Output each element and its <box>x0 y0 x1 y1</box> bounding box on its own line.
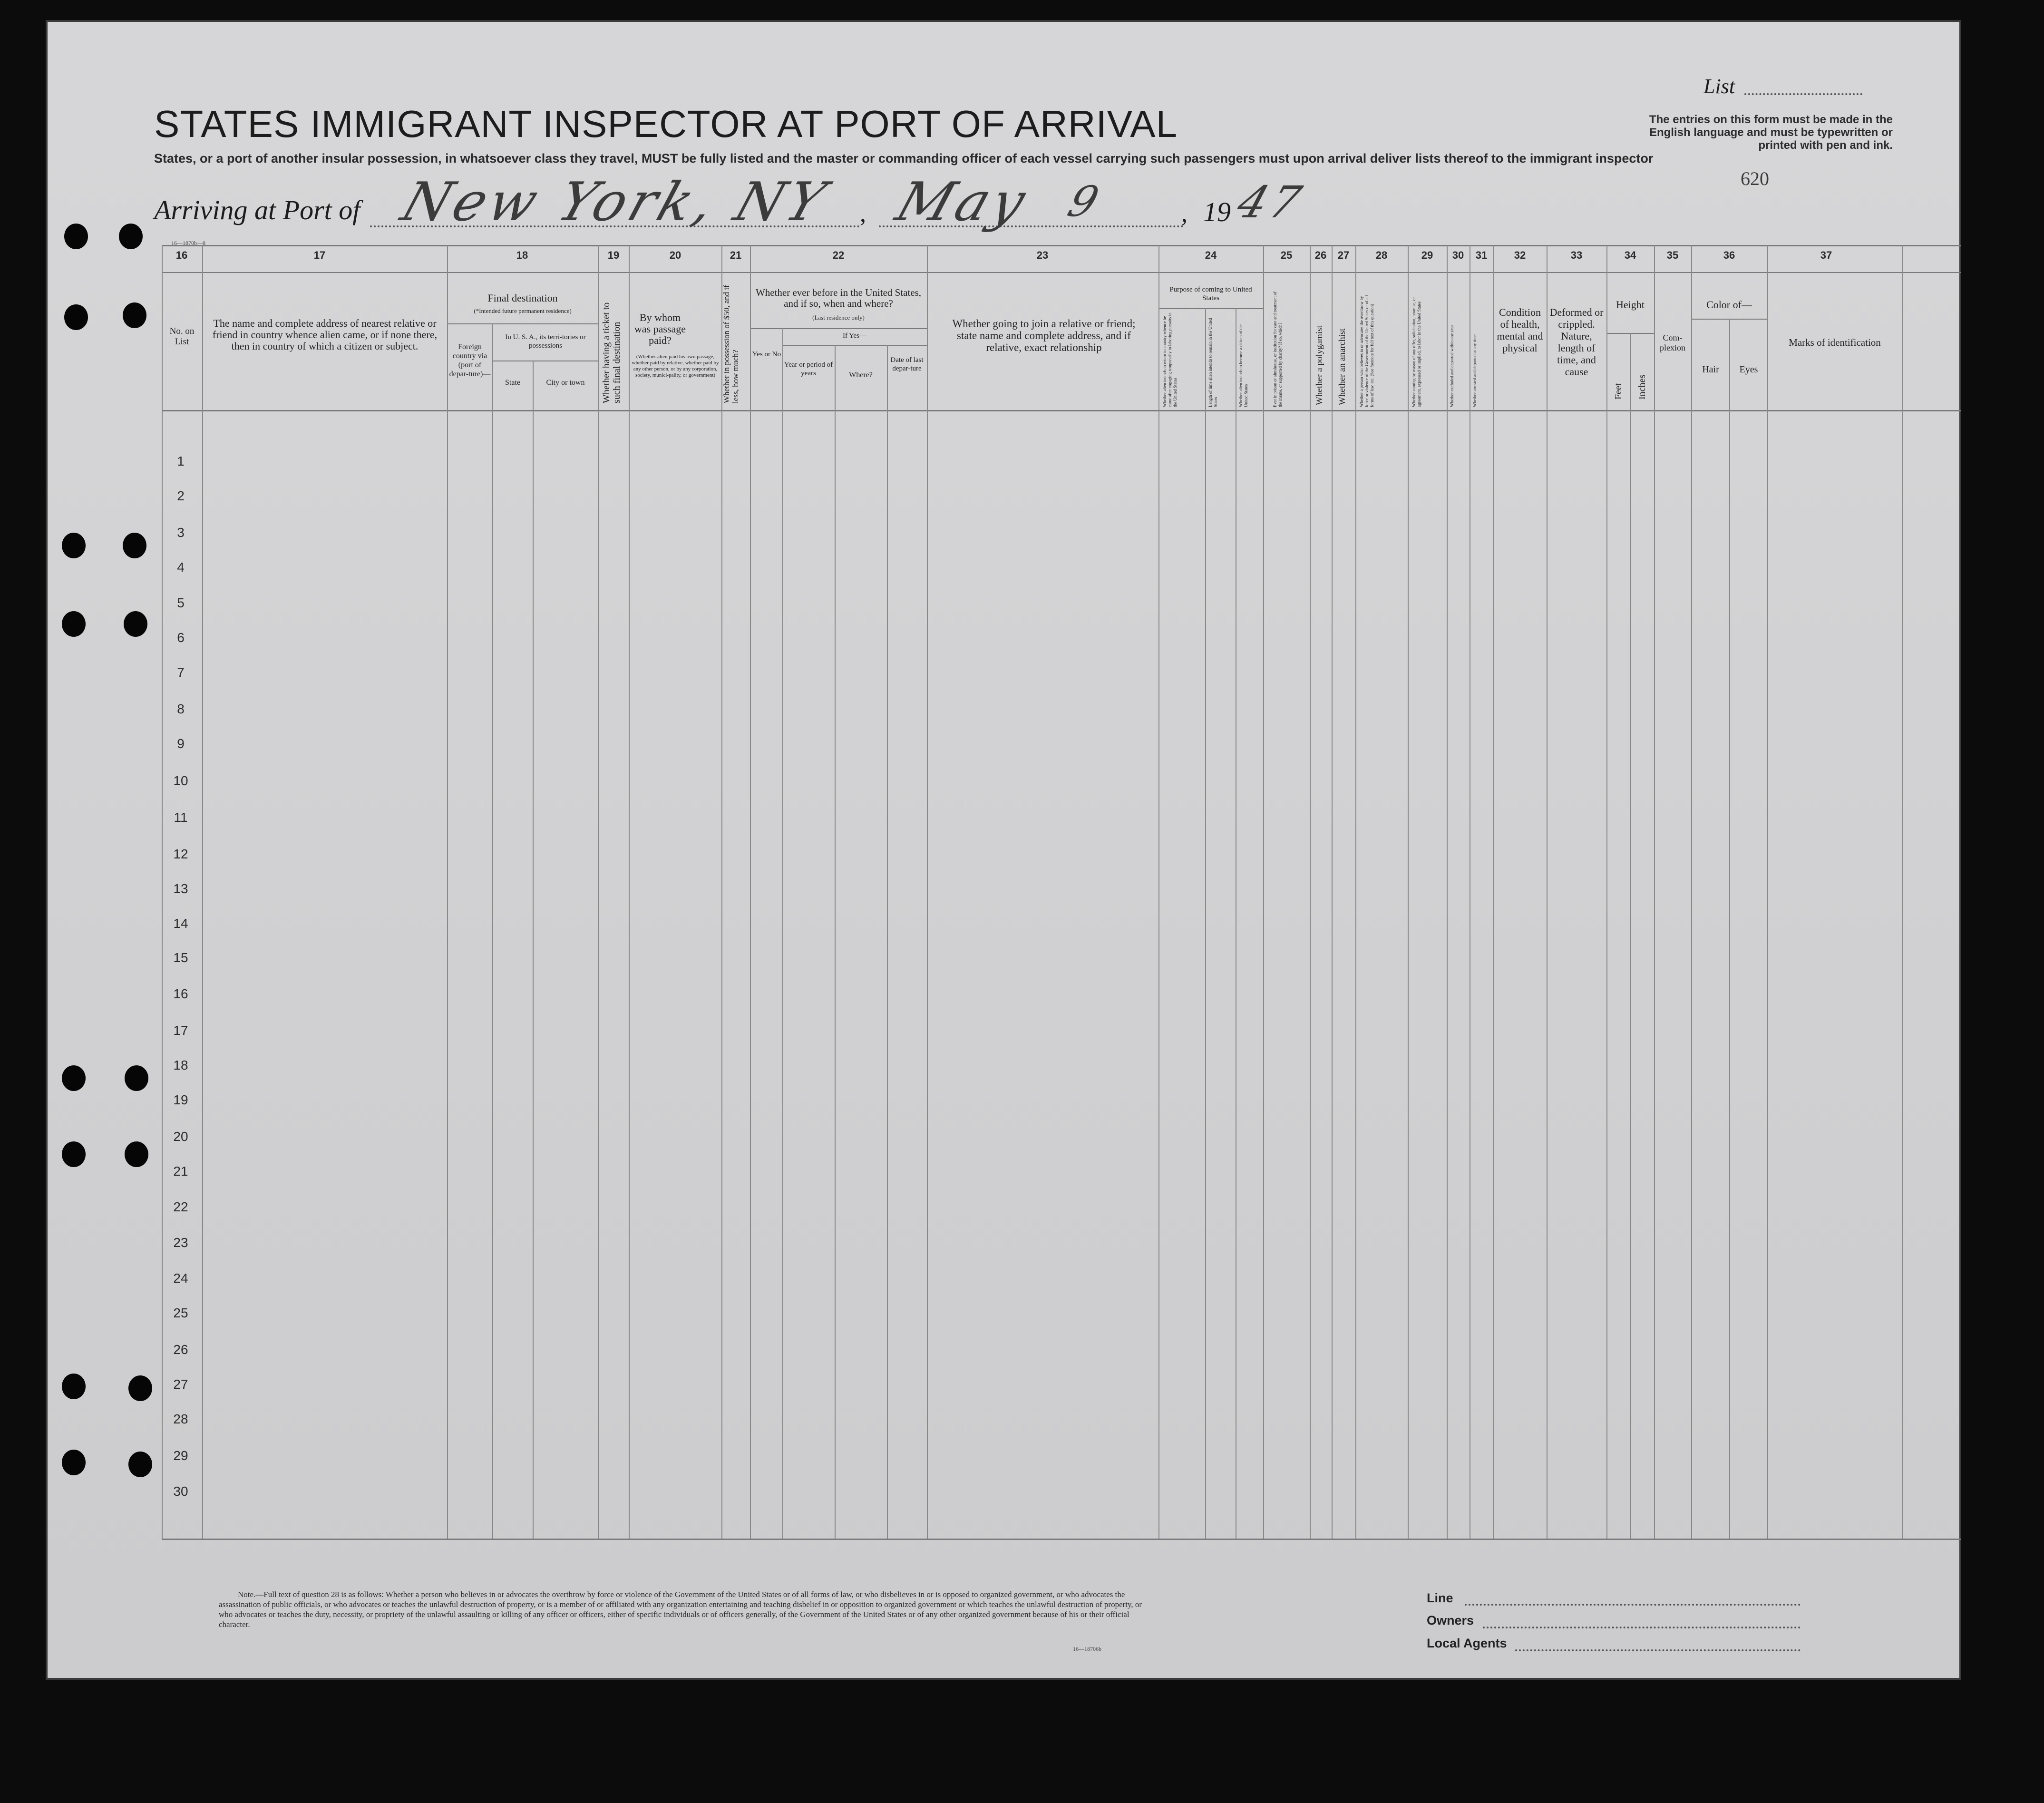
col30-header: Whether excluded and deported within one year <box>1450 325 1454 407</box>
col31-header: Whether arrested and deported at any time <box>1472 334 1477 407</box>
row-number: 18 <box>173 1058 188 1072</box>
col-line <box>1408 245 1409 1539</box>
dest-sub-rule <box>447 323 598 324</box>
instructions-text: States, or a port of another insular possession, in whatsoever class they travel, MUST be fully listed and the master or commanding officer of each vessel carrying such passengers must upon arrival deliver lists thereof to the immigrant inspector <box>154 151 1654 166</box>
line-label: Line <box>1427 1591 1453 1605</box>
col-line <box>1158 245 1159 1539</box>
col-line <box>1729 319 1730 1539</box>
row-number: 8 <box>177 702 185 716</box>
col-line <box>1630 333 1631 1539</box>
col34-feet: Feet <box>1613 383 1624 400</box>
row-number: 13 <box>173 881 188 896</box>
row-number: 11 <box>174 810 188 825</box>
row-number: 16 <box>173 986 188 1001</box>
col-line <box>721 245 722 1539</box>
punch-hole <box>64 224 88 249</box>
row-number: 4 <box>177 560 185 575</box>
col-number: 32 <box>1514 249 1526 261</box>
row-number: 19 <box>173 1092 188 1107</box>
punch-hole <box>64 304 88 330</box>
col-number: 30 <box>1452 249 1464 261</box>
col-line <box>1205 308 1206 1539</box>
col-line <box>782 328 783 1539</box>
col-line <box>1263 245 1264 1539</box>
row-number: 9 <box>177 736 185 751</box>
col-line <box>927 245 928 1539</box>
col19-header: Whether having a ticket to such final destination <box>601 302 622 403</box>
row-number: 23 <box>173 1235 188 1250</box>
row-number: 28 <box>173 1412 188 1426</box>
row-number: 22 <box>173 1199 188 1214</box>
col37-header: Marks of identification <box>1789 337 1881 348</box>
comma: , <box>1181 200 1187 227</box>
arriving-label: Arriving at Port of <box>154 195 360 225</box>
punch-hole <box>62 1450 86 1475</box>
col-line <box>1447 245 1448 1539</box>
punch-hole <box>128 1375 152 1401</box>
col-number: 37 <box>1820 249 1832 261</box>
port-handwritten: New York, NY <box>394 171 837 233</box>
punch-hole <box>123 302 146 328</box>
row-number: 5 <box>177 595 185 610</box>
col-line <box>629 245 630 1539</box>
col-line <box>1606 245 1607 1539</box>
row-number: 21 <box>173 1164 188 1179</box>
col20-header: By whom was passage paid? <box>634 312 686 346</box>
ifyes-sub-rule <box>782 345 927 346</box>
col34-inches: Inches <box>1637 374 1647 400</box>
row-number: 10 <box>173 773 188 788</box>
col18-foreign: Foreign country via (port of depar-ture)— <box>449 343 491 378</box>
footnote-question-28: Note.—Full text of question 28 is as follows: Whether a person who believes in or advocates the overthrow by force or violence of the Government of the United States or of all forms of law, or who disbelieves in or is opposed to organized government, or who advocates the assassination of public officials, or who advocates or teaches the unlawful destruction of property, or is a member of or affiliated with any organization entertaining and teaching disbelief in or opposition to organized government or which teaches the unlawful destruction of property, or who advocates or teaches the duty, necessity, or propriety of the unlawful assaulting or killing of any officer or officers, either of specific individuals or of officers generally, of the Government of the United States or of any other organized government because of his or their official character. <box>219 1590 1142 1629</box>
row-number: 15 <box>173 950 188 965</box>
year-printed: 19 <box>1203 196 1231 227</box>
col24-header: Purpose of coming to United States <box>1169 286 1252 302</box>
col23-header: Whether going to join a relative or friend; state name and complete address, and if relative, exact relationship <box>952 318 1136 353</box>
punch-hole <box>62 1374 86 1399</box>
col-number: 28 <box>1375 249 1388 261</box>
col24-sub-return: Whether alien intends to return to country whence he came after engaging temporarily in laboring pursuits in the United States <box>1162 312 1178 407</box>
punch-hole <box>62 1141 86 1167</box>
purpose-sub-rule <box>1158 308 1263 309</box>
punch-hole <box>62 1065 86 1091</box>
col-number: 29 <box>1421 249 1433 261</box>
punch-hole <box>123 533 146 558</box>
col-line <box>1310 245 1311 1539</box>
row-number: 24 <box>173 1271 188 1286</box>
col-number: 17 <box>313 249 326 261</box>
col18-usa: In U. S. A., its terri-tories or possessions <box>505 333 586 350</box>
col-number: 31 <box>1475 249 1488 261</box>
col35-header: Com-plexion <box>1660 333 1685 352</box>
row-number: 3 <box>177 525 185 540</box>
col22-date: Date of last depar-ture <box>890 356 924 372</box>
col32-header: Condition of health, mental and physical <box>1497 306 1543 354</box>
col-number: 33 <box>1570 249 1583 261</box>
col-line <box>1355 245 1356 1539</box>
row-number: 14 <box>173 916 188 931</box>
col36-eyes: Eyes <box>1739 364 1758 375</box>
col-number: 35 <box>1666 249 1679 261</box>
line-field <box>1465 1604 1801 1606</box>
stamp-number: 620 <box>1741 168 1769 189</box>
col21-header: Whether in possession of $50, and if less, how much? <box>722 285 740 403</box>
col28-header: Whether a person who believes in or advocates the overthrow by force or violence of the Government of the United States or of all forms of law, etc. (See footnote for full text of this question) <box>1359 295 1374 407</box>
col18-city: City or town <box>546 379 585 387</box>
col36-hair: Hair <box>1702 364 1719 375</box>
col-line <box>447 245 448 1539</box>
col29-header: Whether coming by reason of any offer, solicitation, promise, or agreement, expressed or implied, to labor in the United States <box>1411 297 1421 407</box>
col18-state: State <box>505 379 520 387</box>
col18-sublabel: (*Intended future permanent residence) <box>474 307 572 314</box>
col-line <box>750 245 751 1539</box>
punch-hole <box>124 611 147 637</box>
owners-field <box>1483 1627 1801 1628</box>
col36-header: Color of— <box>1706 299 1752 311</box>
col-number: 23 <box>1036 249 1049 261</box>
col18-header: Final destination <box>487 292 558 304</box>
punch-hole <box>62 611 86 637</box>
col20-sublabel: (Whether alien paid his own passage, whether paid by relative, whether paid by any other person, or by any corporation, society, munici-pality, or government) <box>632 354 719 378</box>
col-number: 25 <box>1280 249 1293 261</box>
punch-hole <box>128 1452 152 1477</box>
col-number: 21 <box>730 249 742 261</box>
row-number: 25 <box>173 1306 188 1320</box>
col-number: 36 <box>1723 249 1735 261</box>
date-day-handwritten: 9 <box>1062 177 1109 226</box>
col-line <box>835 345 836 1539</box>
col-line <box>1902 245 1903 1539</box>
col-number: 26 <box>1314 249 1327 261</box>
col33-header: Deformed or crippled. Nature, length of time, and cause <box>1549 306 1604 378</box>
col-number: 22 <box>832 249 845 261</box>
col26-header: Whether a polygamist <box>1314 325 1324 405</box>
date-month-handwritten: May <box>888 171 1037 233</box>
col-number: 20 <box>669 249 681 261</box>
row-number: 26 <box>173 1342 188 1357</box>
col25-header: Ever in prison or almshouse, or institution for care and treatment of the insane, or supported by charity? If so, which? <box>1273 292 1283 407</box>
col-line <box>1691 245 1692 1539</box>
list-label: List <box>1703 75 1735 98</box>
row-number: 20 <box>173 1129 188 1144</box>
punch-hole <box>125 1065 148 1091</box>
punch-hole <box>62 533 86 558</box>
year-handwritten: 47 <box>1231 177 1311 228</box>
col16-header: No. on List <box>169 326 195 347</box>
local-agents-label: Local Agents <box>1427 1636 1507 1650</box>
col22-ifyes: If Yes— <box>842 332 866 340</box>
col-line <box>1654 245 1655 1539</box>
row-number: 6 <box>177 630 185 645</box>
col22-header: Whether ever before in the United States, and if so, when and where? <box>755 287 922 309</box>
col27-header: Whether an anarchist <box>1337 328 1347 405</box>
col22-year: Year or period of years <box>784 361 833 377</box>
entries-note: The entries on this form must be made in the English language and must be typewritten or printed with pen and ink. <box>1649 113 1893 152</box>
page-title: STATES IMMIGRANT INSPECTOR AT PORT OF ARRIVAL <box>154 103 1178 145</box>
col-line <box>492 323 493 1539</box>
row-number: 27 <box>173 1377 188 1392</box>
table-bottom-rule <box>162 1539 1961 1540</box>
form-code-bottom: 16—18706b <box>1073 1646 1101 1652</box>
row-number: 30 <box>173 1484 188 1499</box>
col-line <box>1767 245 1768 1539</box>
col-line <box>202 245 203 1539</box>
row-number: 1 <box>177 454 185 468</box>
col-number: 34 <box>1624 249 1636 261</box>
col-number: 16 <box>175 249 188 261</box>
row-number: 7 <box>177 665 185 680</box>
form-code-top: 16—1870b—8 <box>171 240 205 246</box>
list-number-line <box>1744 93 1862 95</box>
col-line <box>162 245 163 1539</box>
manifest-sheet <box>46 20 1961 1680</box>
owners-label: Owners <box>1427 1613 1474 1628</box>
col-number: 24 <box>1205 249 1217 261</box>
col24-sub-citizen: Whether alien intends to become a citizen of the United States <box>1238 324 1248 407</box>
col-line <box>887 345 888 1539</box>
col24-sub-length: Length of time alien intends to remain in the United States <box>1208 318 1218 407</box>
col-line <box>533 361 534 1539</box>
row-number: 12 <box>173 847 188 861</box>
local-agents-field <box>1515 1649 1801 1651</box>
col22-where: Where? <box>849 371 873 379</box>
row-number: 29 <box>173 1448 188 1463</box>
col-line <box>1493 245 1494 1539</box>
punch-hole <box>125 1141 148 1167</box>
row-number: 2 <box>177 488 185 503</box>
punch-hole <box>119 224 143 249</box>
col22-yesno: Yes or No <box>752 351 781 358</box>
col-number: 27 <box>1337 249 1350 261</box>
row-number: 17 <box>173 1023 188 1038</box>
col-line <box>1332 245 1333 1539</box>
col-number: 18 <box>516 249 528 261</box>
col22-sublabel: (Last residence only) <box>812 314 865 321</box>
prior-sub-rule <box>750 328 927 329</box>
col-line <box>1547 245 1548 1539</box>
col34-header: Height <box>1616 299 1645 311</box>
comma: , <box>860 200 866 227</box>
col-line <box>598 245 599 1539</box>
col-number: 19 <box>607 249 620 261</box>
col17-header: The name and complete address of nearest relative or friend in country whence alien came, or if none there, then in country of which a citizen or subject. <box>212 317 438 352</box>
